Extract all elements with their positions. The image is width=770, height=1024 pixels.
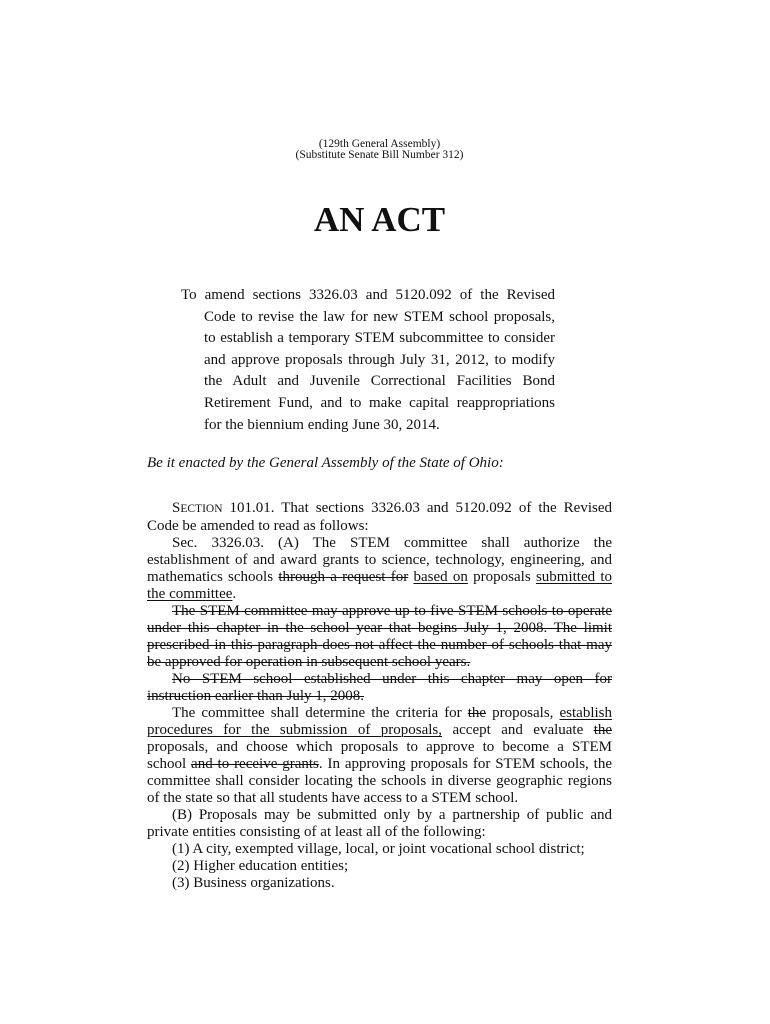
division-b-item-2	[147, 858, 612, 875]
bill-number-line: (Substitute Senate Bill Number 312)	[295, 149, 464, 161]
enacting-clause: Be it enacted by the General Assembly of the State of Ohio:	[147, 455, 504, 471]
text-run: Code be amended to read as follows:	[147, 518, 369, 534]
deleted-text: prescribed in this paragraph does not affect the number of schools that may	[147, 637, 612, 653]
text-run: (3) Business organizations.	[172, 875, 335, 891]
body-line	[147, 569, 612, 586]
body-line	[147, 722, 612, 739]
purpose-line: the Adult and Juvenile Correctional Facilities Bond	[204, 373, 555, 390]
purpose-line: and approve proposals through July 31, 2012, to modify	[204, 351, 555, 368]
text-run: committee shall consider locating the schools in diverse geographic regions	[147, 773, 612, 789]
text-run: The committee shall determine the criteria for	[172, 705, 462, 721]
purpose-line: to establish a temporary STEM subcommittee to consider	[204, 330, 555, 347]
body-line	[147, 790, 612, 807]
sec-3326-03-division-b-paragraph	[147, 807, 612, 841]
inserted-text: establish	[559, 705, 612, 721]
text-run: private entities consisting of at least all of the following:	[147, 824, 486, 840]
body-line	[147, 705, 612, 722]
purpose-line: To amend sections 3326.03 and 5120.092 of the Revised	[181, 287, 555, 303]
body-line	[147, 552, 612, 569]
text-run: (B) Proposals may be submitted only by a partnership of public and	[172, 807, 612, 823]
body-line	[147, 671, 612, 688]
deleted-text: the	[593, 722, 613, 738]
body-line	[147, 500, 612, 518]
text-run: 101.01. That sections 3326.03 and 5120.092 of the Revised	[229, 500, 612, 516]
sec-3326-03-division-a-paragraph	[147, 535, 612, 603]
text-run: of the state so that all students have access to a STEM school.	[147, 790, 519, 806]
section-label: SECTION	[172, 500, 223, 516]
text-run: .	[232, 586, 237, 602]
proposal-criteria-paragraph	[147, 705, 612, 807]
body-line	[147, 518, 612, 535]
body-line	[147, 807, 612, 824]
inserted-text: procedures for the submission of proposals,	[147, 722, 443, 738]
deleted-text: No STEM school established under this chapter may open for	[172, 671, 612, 687]
purpose-line: for the biennium ending June 30, 2014.	[204, 416, 440, 433]
deleted-opening-date-paragraph	[147, 671, 612, 705]
act-body	[147, 500, 612, 892]
inserted-text: the committee	[147, 586, 233, 602]
inserted-text: submitted to	[535, 569, 613, 585]
body-line	[147, 824, 612, 841]
body-line	[147, 739, 612, 756]
inserted-text: based on	[413, 569, 468, 585]
division-b-item-3	[147, 875, 612, 892]
general-assembly-line: (129th General Assembly)	[318, 138, 441, 150]
text-run: school	[147, 756, 187, 772]
deleted-text: through a request for	[278, 569, 409, 585]
body-line	[147, 858, 612, 875]
act-purpose-clause	[181, 285, 555, 436]
text-run: (1) A city, exempted village, local, or joint vocational school district;	[172, 841, 585, 857]
text-run: proposals, and choose which proposals to approve to become a STEM	[147, 739, 612, 755]
deleted-text: under this chapter in the school year that begins July 1, 2008. The limit	[147, 620, 612, 636]
text-run: Sec. 3326.03. (A) The STEM committee shall authorize the	[172, 535, 612, 551]
text-run: mathematics schools	[147, 569, 274, 585]
body-line	[147, 586, 612, 603]
bill-header	[147, 139, 612, 161]
body-line	[147, 603, 612, 620]
body-line	[147, 620, 612, 637]
purpose-line: Retirement Fund, and to make capital reappropriations	[204, 394, 555, 411]
body-line	[147, 637, 612, 654]
text-run: accept and evaluate	[452, 722, 584, 738]
deleted-text: and to receive grants	[191, 756, 319, 772]
act-title: AN ACT	[313, 200, 446, 239]
body-line	[147, 654, 612, 671]
body-line	[147, 535, 612, 552]
text-run: . In approving proposals for STEM schools, the	[318, 756, 612, 772]
body-line	[147, 773, 612, 790]
deleted-text: be approved for operation in subsequent school years.	[147, 654, 471, 670]
section-101-01-paragraph	[147, 500, 612, 535]
purpose-line: Code to revise the law for new STEM school proposals,	[204, 308, 555, 325]
body-line	[147, 841, 612, 858]
deleted-school-limit-paragraph	[147, 603, 612, 671]
text-run: proposals	[473, 569, 531, 585]
text-run: proposals,	[492, 705, 554, 721]
deleted-text: the	[467, 705, 487, 721]
deleted-text: The STEM committee may approve up to five STEM schools to operate	[172, 603, 612, 619]
body-line	[147, 756, 612, 773]
text-run: (2) Higher education entities;	[172, 858, 349, 874]
deleted-text: instruction earlier than July 1, 2008.	[147, 688, 365, 704]
text-run: establishment of and award grants to science, technology, engineering, and	[147, 552, 612, 568]
body-line	[147, 688, 612, 705]
body-line	[147, 875, 612, 892]
division-b-item-1	[147, 841, 612, 858]
